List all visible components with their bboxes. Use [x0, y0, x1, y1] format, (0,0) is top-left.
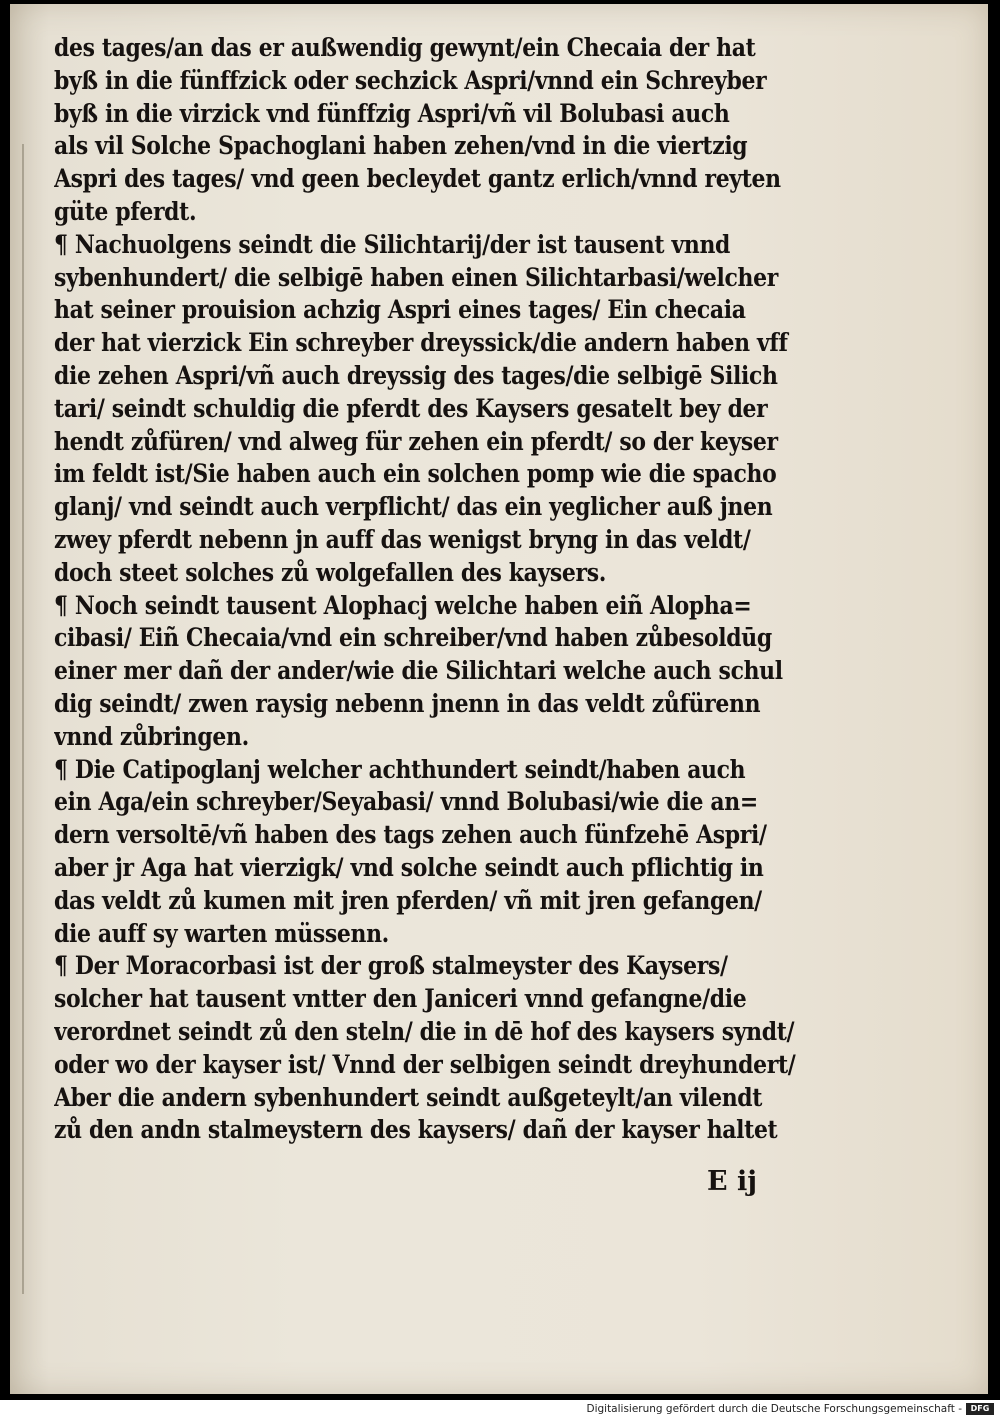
text-line: ¶ Die Catipoglanj welcher achthundert seindt/haben auch: [54, 754, 746, 785]
text-line: tari/ seindt schuldig die pferdt des Kaysers gesatelt bey der: [54, 393, 768, 424]
page-edge-shadow: [22, 144, 24, 1294]
text-line: des tages/an das er außwendig gewynt/ein Checaia der hat: [54, 33, 756, 63]
text-line: verordnet seindt zů den steln/ die in dē hof des kaysers syndt/: [54, 1016, 795, 1047]
text-line: als vil Solche Spachoglani haben zehen/vnd in die viertzig: [54, 131, 748, 162]
text-line: hat seiner prouision achzig Aspri eines tages/ Ein checaia: [54, 295, 746, 326]
text-line: aber jr Aga hat vierzigk/ vnd solche seindt auch pflichtig in: [54, 852, 764, 883]
text-line: hendt zůfüren/ vnd alweg für zehen ein pferdt/ so der keyser: [54, 426, 778, 457]
book-page: [10, 4, 988, 1394]
text-line: byß in die fünffzick oder sechzick Aspri/vnnd ein Schreyber: [54, 65, 767, 96]
text-line: zwey pferdt nebenn jn auff das wenigst bryng in das veldt/: [54, 524, 751, 555]
text-line: oder wo der kayser ist/ Vnnd der selbigen seindt dreyhundert/: [54, 1049, 796, 1080]
text-line: ¶ Nachuolgens seindt die Silichtarij/der ist tausent vnnd: [54, 229, 731, 260]
text-line: solcher hat tausent vntter den Janiceri vnnd gefangne/die: [54, 984, 747, 1015]
text-body: [54, 32, 844, 1147]
text-line: doch steet solches zů wolgefallen des kaysers.: [54, 557, 606, 588]
text-line: dig seindt/ zwen raysig nebenn jnenn in das veldt zůfürenn: [54, 688, 761, 719]
text-line: güte pferdt.: [54, 196, 197, 227]
text-line: die auff sy warten müssenn.: [54, 918, 389, 949]
footer-bar: [0, 1400, 1000, 1419]
text-line: einer mer dañ der ander/wie die Silichtari welche auch schul: [54, 656, 783, 687]
text-line: sybenhundert/ die selbigē haben einen Silichtarbasi/welcher: [54, 262, 778, 293]
dfg-logo: DFG: [966, 1403, 994, 1415]
text-line: vnnd zůbringen.: [54, 721, 249, 752]
text-line: glanj/ vnd seindt auch verpflicht/ das ein yeglicher auß jnen: [54, 492, 773, 523]
text-line: byß in die virzick vnd fünffzig Aspri/vñ vil Bolubasi auch: [54, 98, 730, 129]
text-line: Aspri des tages/ vnd geen becleydet gantz erlich/vnnd reyten: [54, 164, 781, 195]
text-line: die zehen Aspri/vñ auch dreyssig des tages/die selbigē Silich: [54, 360, 778, 391]
footer-credit: Digitalisierung gefördert durch die Deutsche Forschungsgemeinschaft -: [586, 1403, 962, 1415]
text-line: Aber die andern sybenhundert seindt außgeteylt/an vilendt: [54, 1082, 763, 1113]
text-line: ¶ Noch seindt tausent Alophacj welche haben eiñ Alopha=: [54, 590, 752, 621]
text-line: der hat vierzick Ein schreyber dreyssick/die andern haben vff: [54, 328, 788, 359]
text-line: ein Aga/ein schreyber/Seyabasi/ vnnd Bolubasi/wie die an=: [54, 787, 758, 818]
text-line: cibasi/ Eiñ Checaia/vnd ein schreiber/vnd haben zůbesoldūg: [54, 623, 772, 654]
text-line: ¶ Der Moracorbasi ist der groß stalmeyster des Kaysers/: [54, 951, 728, 982]
text-line: zů den andn stalmeystern des kaysers/ dañ der kayser haltet: [54, 1115, 778, 1146]
text-line: das veldt zů kumen mit jren pferden/ vñ mit jren gefangen/: [54, 885, 762, 916]
text-line: dern versoltē/vñ haben des tags zehen auch fünfzehē Aspri/: [54, 820, 767, 851]
signature-mark: E ij: [707, 1166, 758, 1197]
text-line: im feldt ist/Sie haben auch ein solchen pomp wie die spacho: [54, 459, 777, 490]
